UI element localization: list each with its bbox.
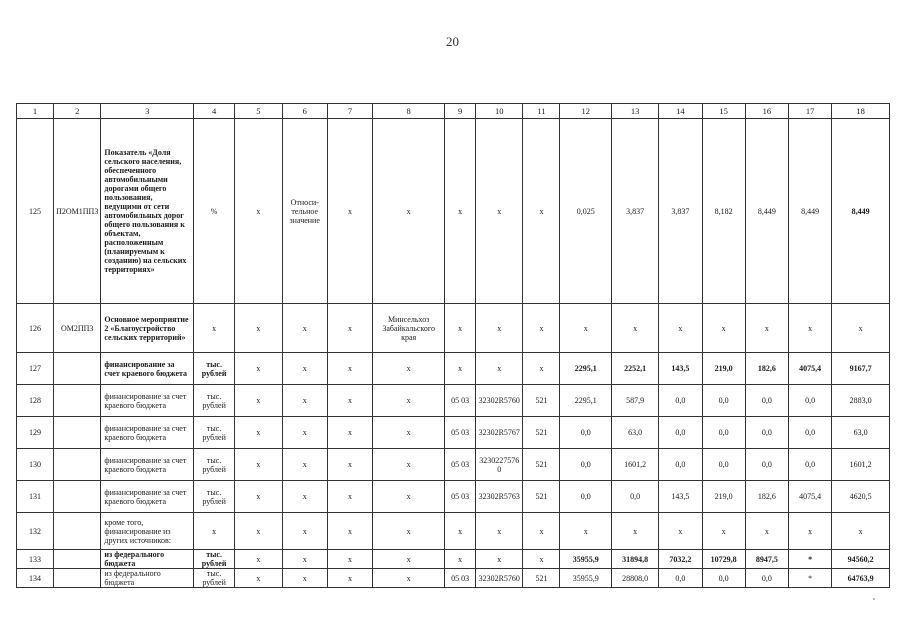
- table-cell: 8,449: [788, 119, 831, 304]
- table-cell: x: [702, 513, 745, 550]
- table-cell: [54, 481, 101, 513]
- table-cell: 0,0: [659, 569, 702, 588]
- table-row: [17, 304, 890, 353]
- table-cell: 05 03: [445, 385, 476, 417]
- table-cell: x: [788, 304, 831, 353]
- table-cell: 0,0: [702, 417, 745, 449]
- table-cell: из федерального бюджета: [101, 550, 194, 569]
- table-cell: 219,0: [702, 353, 745, 385]
- table-cell: финансирование за счет краевого бюджета: [101, 417, 194, 449]
- header-cell-16: 16: [745, 104, 788, 119]
- table-cell: 0,0: [659, 417, 702, 449]
- table-cell: 521: [523, 417, 560, 449]
- table-cell: [54, 513, 101, 550]
- table-cell: 2883,0: [832, 385, 890, 417]
- table-cell: x: [476, 513, 523, 550]
- table-cell: x: [445, 353, 476, 385]
- table-cell: x: [282, 513, 327, 550]
- table-cell: Минсельхоз Забайкальского края: [373, 304, 445, 353]
- table-cell: [54, 569, 101, 588]
- table-cell: 143,5: [659, 353, 702, 385]
- table-cell: 2252,1: [611, 353, 658, 385]
- table-cell: x: [476, 353, 523, 385]
- table-cell: 1601,2: [611, 449, 658, 481]
- header-cell-10: 10: [476, 104, 523, 119]
- table-cell: 8,449: [745, 119, 788, 304]
- table-cell: 31894,8: [611, 550, 658, 569]
- table-cell: 9167,7: [832, 353, 890, 385]
- table-cell: x: [235, 304, 282, 353]
- table-cell: x: [373, 481, 445, 513]
- table-cell: x: [445, 119, 476, 304]
- table-cell: x: [327, 353, 372, 385]
- header-cell-8: 8: [373, 104, 445, 119]
- table-cell: 0,0: [611, 481, 658, 513]
- table-cell: Показатель «Доля сельского населения, обеспеченного автомобильными дорогами общего пользования, ведущими от сети автомобильных дорог общего пользования к объектам, расположенным (планируемым к созданию) на сельских территориях»: [101, 119, 194, 304]
- table-cell: 4075,4: [788, 353, 831, 385]
- table-cell: 0,0: [560, 481, 611, 513]
- header-cell-1: 1: [17, 104, 54, 119]
- table-cell: 131: [17, 481, 54, 513]
- table-cell: x: [327, 304, 372, 353]
- table-cell: 129: [17, 417, 54, 449]
- table-cell: x: [282, 385, 327, 417]
- table-cell: Относи-тельное значение: [282, 119, 327, 304]
- table-cell: 32302R5760: [476, 569, 523, 588]
- table-cell: 7032,2: [659, 550, 702, 569]
- table-cell: x: [476, 304, 523, 353]
- table-cell: x: [476, 550, 523, 569]
- table-cell: 125: [17, 119, 54, 304]
- table-cell: x: [282, 353, 327, 385]
- table-cell: 128: [17, 385, 54, 417]
- table-cell: [54, 417, 101, 449]
- table-cell: 8947,5: [745, 550, 788, 569]
- table-cell: тыс. рублей: [194, 481, 235, 513]
- data-table: [16, 103, 890, 588]
- header-cell-9: 9: [445, 104, 476, 119]
- table-cell: x: [235, 513, 282, 550]
- table-cell: из федерального бюджета: [101, 569, 194, 588]
- table-cell: 94560,2: [832, 550, 890, 569]
- table-cell: 10729,8: [702, 550, 745, 569]
- header-cell-17: 17: [788, 104, 831, 119]
- table-row: [17, 353, 890, 385]
- table-cell: x: [560, 513, 611, 550]
- table-row: [17, 449, 890, 481]
- table-cell: x: [282, 417, 327, 449]
- table-cell: 0,0: [560, 449, 611, 481]
- table-cell: x: [611, 513, 658, 550]
- table-cell: финансирование за счет краевого бюджета: [101, 385, 194, 417]
- table-cell: x: [745, 513, 788, 550]
- table-cell: x: [373, 513, 445, 550]
- table-cell: x: [523, 304, 560, 353]
- table-cell: [54, 449, 101, 481]
- table-cell: финансирование за счет краевого бюджета: [101, 481, 194, 513]
- table-cell: x: [327, 481, 372, 513]
- table-cell: Основное мероприятие 2 «Благоустройство сельских территорий»: [101, 304, 194, 353]
- table-cell: 4075,4: [788, 481, 831, 513]
- table-cell: 8,449: [832, 119, 890, 304]
- header-cell-11: 11: [523, 104, 560, 119]
- header-row: [17, 104, 890, 119]
- table-cell: 1601,2: [832, 449, 890, 481]
- table-cell: 2295,1: [560, 385, 611, 417]
- table-cell: x: [235, 569, 282, 588]
- table-cell: *: [788, 569, 831, 588]
- table-cell: x: [327, 449, 372, 481]
- header-cell-7: 7: [327, 104, 372, 119]
- table-cell: x: [373, 385, 445, 417]
- table-cell: x: [445, 550, 476, 569]
- table-cell: 0,0: [788, 417, 831, 449]
- table-cell: 219,0: [702, 481, 745, 513]
- table-cell: 64763,9: [832, 569, 890, 588]
- table-cell: %: [194, 119, 235, 304]
- table-cell: x: [282, 449, 327, 481]
- table-cell: x: [523, 119, 560, 304]
- table-cell: 3,837: [611, 119, 658, 304]
- table-cell: финансирование за счет краевого бюджета: [101, 449, 194, 481]
- table-cell: x: [235, 119, 282, 304]
- table-cell: тыс. рублей: [194, 449, 235, 481]
- table-cell: x: [788, 513, 831, 550]
- table-row: [17, 385, 890, 417]
- table-cell: x: [327, 550, 372, 569]
- table-cell: 0,0: [745, 449, 788, 481]
- table-cell: 0,0: [702, 569, 745, 588]
- table-cell: x: [282, 550, 327, 569]
- table-row: [17, 550, 890, 569]
- header-cell-18: 18: [832, 104, 890, 119]
- table-cell: 130: [17, 449, 54, 481]
- table-cell: 32302R5763: [476, 481, 523, 513]
- table-cell: [54, 550, 101, 569]
- table-cell: 587,9: [611, 385, 658, 417]
- table-cell: 35955,9: [560, 550, 611, 569]
- table-cell: 05 03: [445, 417, 476, 449]
- table-cell: 8,182: [702, 119, 745, 304]
- table-cell: 126: [17, 304, 54, 353]
- table-cell: тыс. рублей: [194, 550, 235, 569]
- table-cell: тыс. рублей: [194, 417, 235, 449]
- table-cell: тыс. рублей: [194, 569, 235, 588]
- table-row: [17, 481, 890, 513]
- table-cell: кроме того, финансирование из других источников:: [101, 513, 194, 550]
- table-cell: 0,0: [659, 385, 702, 417]
- header-cell-15: 15: [702, 104, 745, 119]
- header-cell-6: 6: [282, 104, 327, 119]
- header-cell-14: 14: [659, 104, 702, 119]
- table-cell: x: [659, 304, 702, 353]
- table-cell: тыс. рублей: [194, 353, 235, 385]
- table-cell: [54, 385, 101, 417]
- table-cell: 05 03: [445, 569, 476, 588]
- table-cell: 127: [17, 353, 54, 385]
- table-cell: 0,025: [560, 119, 611, 304]
- header-cell-4: 4: [194, 104, 235, 119]
- header-cell-5: 5: [235, 104, 282, 119]
- table-cell: x: [327, 513, 372, 550]
- table-cell: 521: [523, 569, 560, 588]
- table-cell: 32302R5760: [476, 385, 523, 417]
- table-cell: x: [327, 385, 372, 417]
- table-cell: 0,0: [745, 417, 788, 449]
- table-cell: 0,0: [745, 569, 788, 588]
- table-cell: 05 03: [445, 481, 476, 513]
- table-cell: x: [194, 513, 235, 550]
- table-cell: 0,0: [702, 449, 745, 481]
- table-cell: 0,0: [788, 449, 831, 481]
- table-cell: x: [745, 304, 788, 353]
- table-cell: 521: [523, 481, 560, 513]
- table-cell: тыс. рублей: [194, 385, 235, 417]
- table-cell: 3,837: [659, 119, 702, 304]
- table-cell: x: [611, 304, 658, 353]
- table-row: [17, 513, 890, 550]
- table-cell: x: [373, 449, 445, 481]
- table-cell: x: [476, 119, 523, 304]
- table-cell: x: [373, 417, 445, 449]
- table-cell: 0,0: [745, 385, 788, 417]
- header-cell-13: 13: [611, 104, 658, 119]
- table-cell: x: [659, 513, 702, 550]
- table-cell: 0,0: [560, 417, 611, 449]
- table-cell: 132: [17, 513, 54, 550]
- table-cell: 182,6: [745, 481, 788, 513]
- table-row: [17, 569, 890, 588]
- header-cell-2: 2: [54, 104, 101, 119]
- table-cell: x: [235, 550, 282, 569]
- table-cell: 35955,9: [560, 569, 611, 588]
- table-cell: 182,6: [745, 353, 788, 385]
- table-cell: ОМ2ПП3: [54, 304, 101, 353]
- table-cell: x: [445, 513, 476, 550]
- table-cell: x: [523, 353, 560, 385]
- table-cell: x: [235, 481, 282, 513]
- table-cell: 133: [17, 550, 54, 569]
- table-cell: x: [327, 119, 372, 304]
- table-cell: x: [235, 417, 282, 449]
- table-cell: *: [788, 550, 831, 569]
- table-cell: x: [235, 385, 282, 417]
- table-cell: 32302275760: [476, 449, 523, 481]
- table-body: [17, 104, 890, 588]
- table-cell: [54, 353, 101, 385]
- table-cell: 0,0: [659, 449, 702, 481]
- table-cell: x: [327, 569, 372, 588]
- table-cell: x: [327, 417, 372, 449]
- table-cell: x: [373, 569, 445, 588]
- table-cell: 143,5: [659, 481, 702, 513]
- table-cell: x: [373, 550, 445, 569]
- table-row: [17, 417, 890, 449]
- page-number: 20: [446, 34, 459, 49]
- table-cell: x: [194, 304, 235, 353]
- table-cell: x: [373, 353, 445, 385]
- table-cell: x: [523, 550, 560, 569]
- table-cell: 28808,0: [611, 569, 658, 588]
- table-cell: x: [832, 304, 890, 353]
- table-cell: 134: [17, 569, 54, 588]
- table-cell: 521: [523, 449, 560, 481]
- table-cell: x: [523, 513, 560, 550]
- table-cell: финансирование за счет краевого бюджета: [101, 353, 194, 385]
- table-cell: П2ОМ1ПП3: [54, 119, 101, 304]
- table-cell: 521: [523, 385, 560, 417]
- table-cell: x: [235, 353, 282, 385]
- table-cell: 0,0: [702, 385, 745, 417]
- table-cell: x: [282, 481, 327, 513]
- table-row: [17, 119, 890, 304]
- table-cell: 0,0: [788, 385, 831, 417]
- scan-speck: [873, 598, 875, 600]
- table-cell: 63,0: [611, 417, 658, 449]
- table-cell: 4620,5: [832, 481, 890, 513]
- table-cell: x: [832, 513, 890, 550]
- table-cell: 2295,1: [560, 353, 611, 385]
- table-cell: x: [445, 304, 476, 353]
- table-cell: x: [282, 304, 327, 353]
- header-cell-3: 3: [101, 104, 194, 119]
- table-cell: x: [235, 449, 282, 481]
- table-cell: 63,0: [832, 417, 890, 449]
- table-cell: x: [560, 304, 611, 353]
- table-cell: 05 03: [445, 449, 476, 481]
- table-cell: x: [702, 304, 745, 353]
- header-cell-12: 12: [560, 104, 611, 119]
- table-cell: x: [373, 119, 445, 304]
- table-cell: x: [282, 569, 327, 588]
- table-cell: 32302R5767: [476, 417, 523, 449]
